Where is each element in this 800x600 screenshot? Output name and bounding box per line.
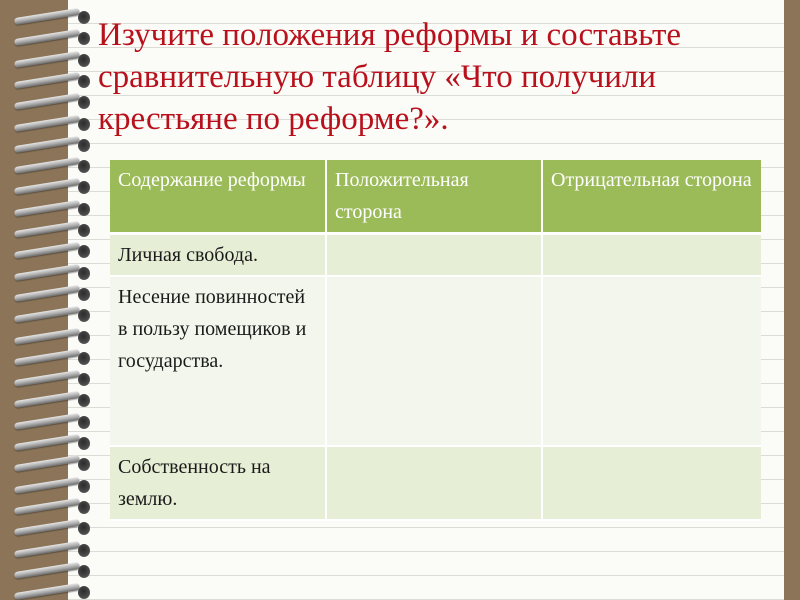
binding-ring [0,53,110,69]
table-cell [542,446,761,520]
binding-ring [0,585,110,600]
table-row [110,234,761,277]
table-cell [542,234,761,277]
binding-ring [0,372,110,388]
table-cell [326,276,542,446]
binding-ring [0,543,110,559]
binding-ring [0,138,110,154]
table-cell [542,276,761,446]
header-positive-side: Положительная сторона [326,160,542,234]
binding-ring [0,521,110,537]
binding-ring [0,202,110,218]
binding-ring [0,159,110,175]
binding-ring [0,415,110,431]
table-row [110,446,761,520]
binding-ring [0,266,110,282]
header-negative-side: Отрицательная сторона [542,160,761,234]
table-cell: Несение повинностей в пользу помещиков и государства. [110,276,326,446]
table-cell: Личная свобода. [110,234,326,277]
table-row [110,276,761,446]
binding-ring [0,244,110,260]
binding-ring [0,330,110,346]
binding-ring [0,308,110,324]
binding-ring [0,479,110,495]
binding-ring [0,31,110,47]
header-reform-content: Содержание реформы [110,160,326,234]
binding-ring [0,500,110,516]
binding-ring [0,95,110,111]
table-header-row [110,160,761,234]
binding-ring [0,10,110,26]
binding-ring [0,393,110,409]
binding-ring [0,351,110,367]
binding-ring [0,457,110,473]
binding-ring [0,287,110,303]
binding-ring [0,223,110,239]
binding-ring [0,564,110,580]
table-cell [326,446,542,520]
slide-title: Изучите положения реформы и составьте сравнительную таблицу «Что получили крестьяне по реформе?». [98,17,682,137]
comparison-table [110,160,761,521]
binding-ring [0,117,110,133]
table-cell: Собственность на землю. [110,446,326,520]
binding-ring [0,180,110,196]
table-cell [326,234,542,277]
binding-ring [0,74,110,90]
binding-ring [0,436,110,452]
